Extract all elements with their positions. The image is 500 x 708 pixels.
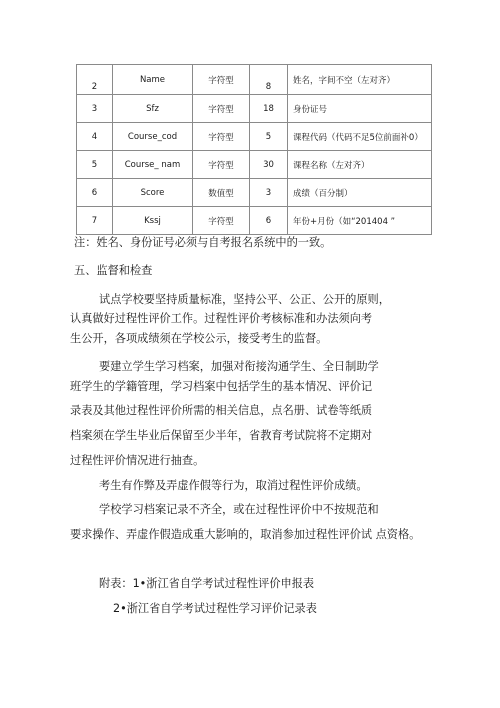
- table-row: [77, 151, 432, 179]
- field-description: 姓名，字间不空（左对齐）: [288, 65, 432, 95]
- appendix-line: 2•浙江省自学考试过程性学习评价记录表: [113, 602, 317, 615]
- field-description: 课程名称（左对齐）: [288, 151, 432, 179]
- paragraph-line: 班学生的学籍管理，学习档案中包括学生的基本情况、评价记: [70, 380, 373, 393]
- field-name: Sfz: [113, 95, 193, 123]
- field-name: Score: [113, 179, 193, 207]
- paragraph-line: 要建立学生学习档案，加强对衔接沟通学生、全日制助学: [99, 360, 379, 373]
- field-type: 数值型: [193, 179, 250, 207]
- field-description: 年份+月份（如“201404 ”: [288, 207, 432, 235]
- paragraph-line: 考生有作弊及弄虚作假等行为，取消过程性评价成绩。: [99, 479, 368, 492]
- field-name: Course_ nam: [113, 151, 193, 179]
- row-number: 3: [77, 95, 113, 123]
- field-type: 字符型: [193, 95, 250, 123]
- field-type: 字符型: [193, 207, 250, 235]
- row-number: 6: [77, 179, 113, 207]
- field-length: 3: [250, 179, 288, 207]
- field-name: Kssj: [113, 207, 193, 235]
- table-row: [77, 123, 432, 151]
- paragraph-line: 认真做好过程性评价工作。过程性评价考核标准和办法须向考: [70, 312, 373, 325]
- paragraph-line: 试点学校要坚持质量标准，坚持公平、公正、公开的原则，: [99, 293, 390, 306]
- table-row: [77, 95, 432, 123]
- row-number: 5: [77, 151, 113, 179]
- row-number: 2: [77, 65, 113, 95]
- table-row: [77, 179, 432, 207]
- field-description: 成绩（百分制）: [288, 179, 432, 207]
- field-length: 6: [250, 207, 288, 235]
- paragraph-line: 生公开，各项成绩须在学校公示，接受考生的监督。: [70, 332, 328, 345]
- field-description: 身份证号: [288, 95, 432, 123]
- field-name: Name: [113, 65, 193, 95]
- field-type: 字符型: [193, 123, 250, 151]
- paragraph-line: 档案须在学生毕业后保留至少半年，省教育考试院将不定期对: [70, 429, 373, 442]
- paragraph-line: 录表及其他过程性评价所需的相关信息，点名册、试卷等纸质: [70, 404, 373, 417]
- field-spec-table: [76, 64, 432, 235]
- field-name: Course_cod: [113, 123, 193, 151]
- field-length: 5: [250, 123, 288, 151]
- table-row: [77, 65, 432, 95]
- field-length: 18: [250, 95, 288, 123]
- field-type: 字符型: [193, 65, 250, 95]
- section-heading: 五、监督和检查: [74, 264, 153, 277]
- field-length: 8: [250, 65, 288, 95]
- table-row: [77, 207, 432, 235]
- table-note: 注：姓名、身份证号必须与自考报名系统中的一致。: [74, 236, 332, 249]
- appendix-line: 附表：1•浙江省自学考试过程性评价申报表: [99, 577, 315, 590]
- row-number: 4: [77, 123, 113, 151]
- paragraph-line: 过程性评价情况进行抽查。: [70, 454, 205, 467]
- field-type: 字符型: [193, 151, 250, 179]
- field-length: 30: [250, 151, 288, 179]
- paragraph-line: 学校学习档案记录不齐全，或在过程性评价中不按规范和: [99, 503, 379, 516]
- row-number: 7: [77, 207, 113, 235]
- paragraph-line: 要求操作、弄虚作假造成重大影响的，取消参加过程性评价试 点资格。: [70, 528, 421, 541]
- field-description: 课程代码（代码不足5位前面补0）: [288, 123, 432, 151]
